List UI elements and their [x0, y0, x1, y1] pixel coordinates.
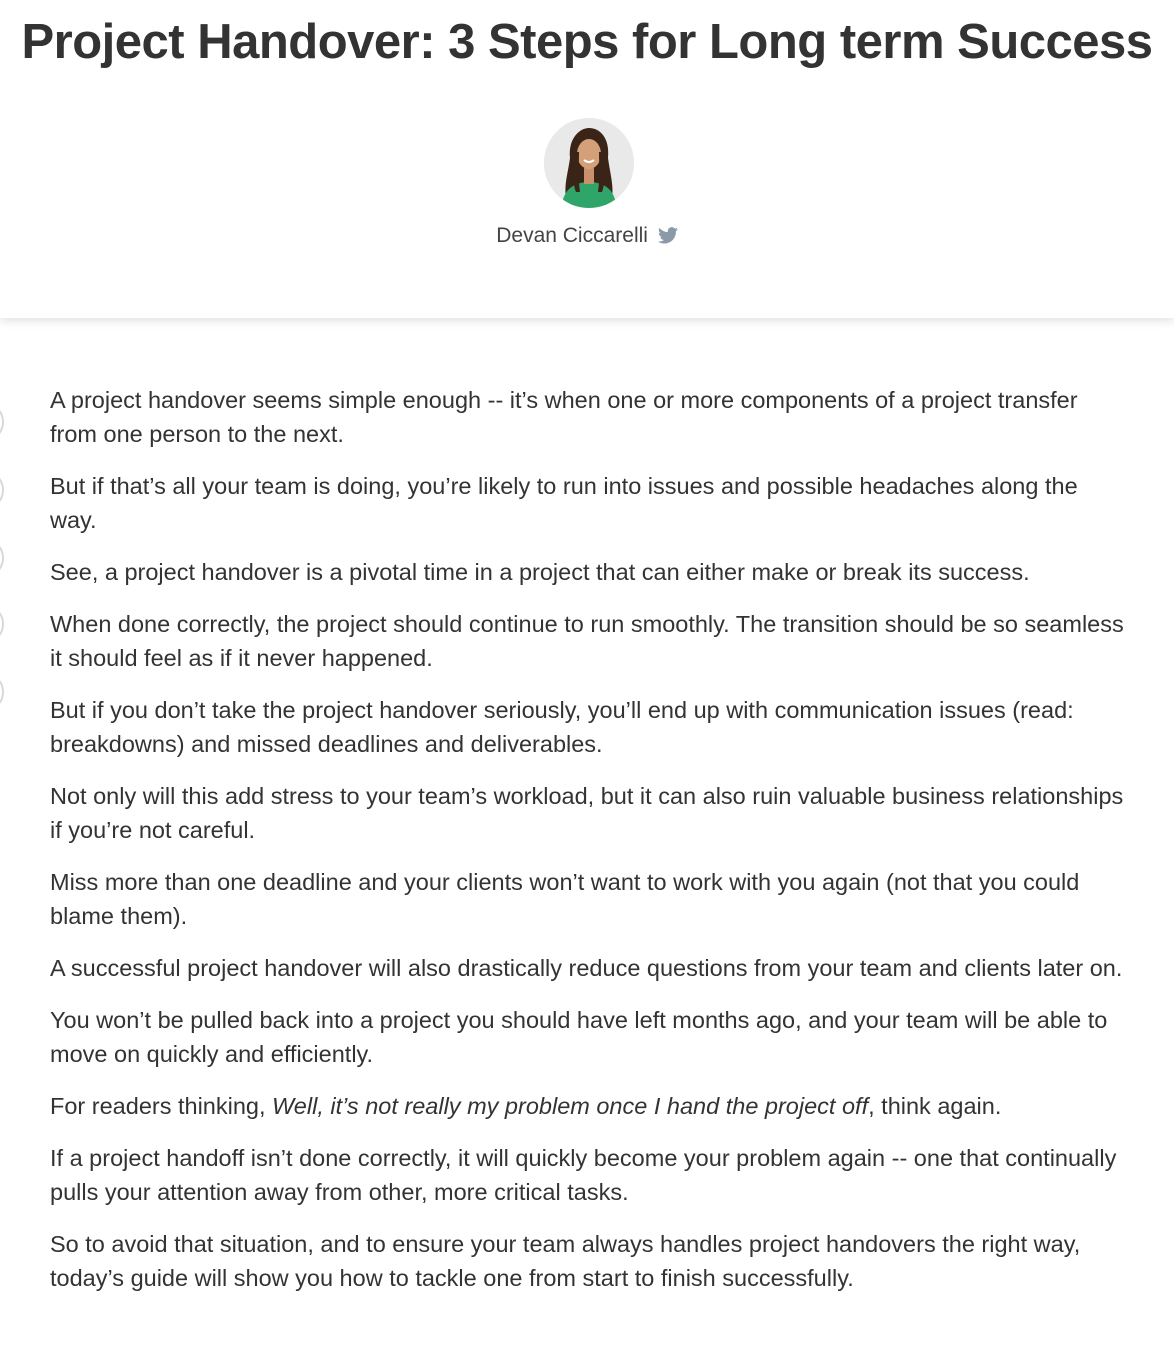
share-button-email[interactable]: [0, 608, 4, 640]
paragraph: Not only will this add stress to your team’s workload, but it can also ruin valuable business relationships if you’re not careful.: [50, 783, 1124, 843]
article-header: [0, 0, 1174, 318]
share-button-other[interactable]: [0, 676, 4, 708]
paragraph: A project handover seems simple enough -- it’s when one or more components of a project transfer from one person to the next.: [50, 387, 1078, 447]
share-button-twitter[interactable]: [0, 474, 4, 506]
paragraph: When done correctly, the project should continue to run smoothly. The transition should be so seamless it should feel as if it never happened.: [50, 611, 1124, 671]
author-avatar[interactable]: [544, 118, 634, 208]
paragraph: But if you don’t take the project handover seriously, you’ll end up with communication issues (read: breakdowns) and missed deadlines and deliverables.: [50, 697, 1074, 757]
share-button-linkedin[interactable]: [0, 542, 4, 574]
paragraph-italic-quote: Well, it’s not really my problem once I hand the project off: [272, 1093, 869, 1119]
paragraph: If a project handoff isn’t done correctly, it will quickly become your problem again -- one that continually pulls your attention away from other, more critical tasks.: [50, 1145, 1117, 1205]
paragraph: But if that’s all your team is doing, you’re likely to run into issues and possible headaches along the way.: [50, 473, 1078, 533]
author-byline: [0, 222, 1174, 250]
paragraph: Miss more than one deadline and your clients won’t want to work with you again (not that you could blame them).: [50, 869, 1080, 929]
page-title: Project Handover: 3 Steps for Long term Success: [21, 15, 1153, 69]
paragraph-text-before: For readers thinking,: [50, 1093, 273, 1119]
twitter-icon[interactable]: [658, 224, 678, 241]
article-body: [50, 383, 1130, 1313]
share-button-facebook[interactable]: [0, 406, 4, 438]
paragraph: A successful project handover will also drastically reduce questions from your team and clients later on.: [50, 955, 1123, 981]
paragraph-with-italic: [50, 1089, 1130, 1123]
paragraph: So to avoid that situation, and to ensure your team always handles project handovers the right way, today’s guide will show you how to tackle one from start to finish successfully.: [50, 1231, 1081, 1291]
author-avatar-image: [544, 118, 634, 208]
author-name[interactable]: Devan Ciccarelli: [496, 224, 648, 247]
paragraph-text-after: , think again.: [868, 1093, 1002, 1119]
paragraph: See, a project handover is a pivotal time in a project that can either make or break its success.: [50, 559, 1030, 585]
paragraph: You won’t be pulled back into a project you should have left months ago, and your team will be able to move on quickly and efficiently.: [50, 1007, 1108, 1067]
